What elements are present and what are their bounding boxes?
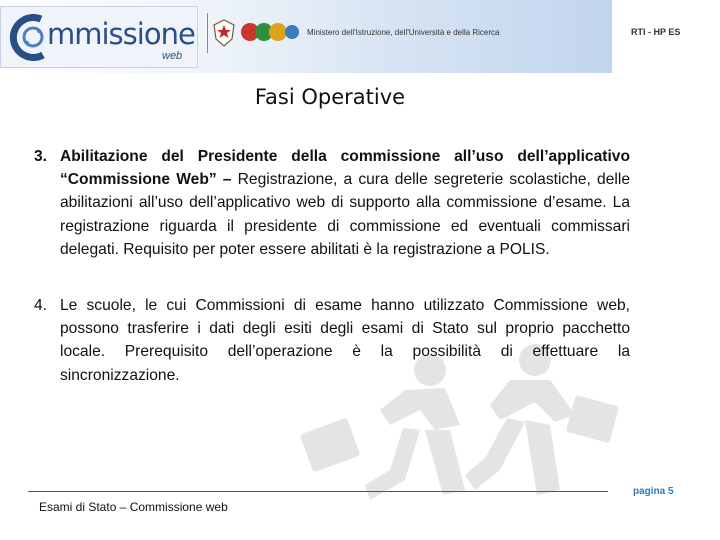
list-item: [34, 294, 630, 387]
footer-text: Esami di Stato – Commissione web: [39, 500, 228, 514]
footer-divider: [28, 491, 608, 492]
list-item-number: 3.: [34, 148, 48, 165]
list-item-body: [60, 294, 630, 387]
logo-swirl-icon: [3, 7, 53, 67]
logo-web-text: web: [162, 50, 183, 62]
miur-logo-icon: [241, 22, 299, 42]
rti-label: RTI - HP ES: [631, 27, 681, 37]
list-item: [34, 145, 630, 261]
ministry-name: Ministero dell'Istruzione, dell'Università e della Ricerca: [307, 28, 500, 37]
republic-emblem-icon: [212, 19, 236, 47]
list-item-text: Le scuole, le cui Commissioni di esame hanno utilizzato Commissione web, possono trasferire i dati degli esiti degli esami di Stato sul proprio pacchetto locale. Prerequisito dell’operazione è la possibilità di effettuare la sincronizzazione.: [60, 297, 630, 384]
list-item-number: 4.: [34, 297, 48, 314]
list-item-lead: Abilitazione del Presidente della commissione all’uso dell’applicativo “Commissione Web” –: [60, 148, 630, 189]
logo-text: mmissione: [47, 17, 195, 51]
page-title: Fasi Operative: [254, 85, 406, 109]
header-divider: [207, 13, 208, 53]
list-item-body: [60, 145, 630, 261]
commissione-web-logo: [0, 6, 198, 68]
list-item-text: Registrazione, a cura delle segreterie scolastiche, delle abilitazioni all’uso dell’applicativo web di supporto alla commissione d’esame. La registrazione riguarda il presidente di commissione ed eventuali commissari delegati. Requisito per poter essere abilitati è la registrazione a POLIS.: [60, 171, 630, 258]
page-number: pagina 5: [633, 486, 674, 497]
